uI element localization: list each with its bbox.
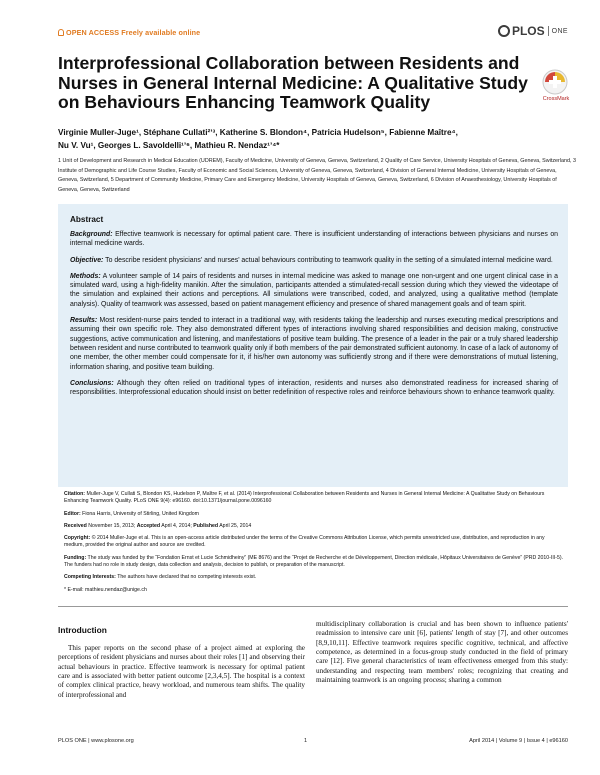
meta-text: © 2014 Muller-Juge et al. This is an open-access article distributed under the terms of the Creative Commons Attribution License, which permits unrestricted use, distribution, and reproduction in any medium, provided the original author and source are credited. bbox=[64, 535, 545, 549]
plos-one-logo bbox=[498, 24, 568, 38]
crossmark-label: CrossMark bbox=[542, 96, 570, 102]
abstract-results bbox=[70, 316, 558, 372]
abstract-text: Most resident-nurse pairs tended to interact in a traditional way, with residents taking the leadership and nurses executing medical prescriptions and assuming their own specific role. They also demonstrated different types of interactions involving shared responsibilities and decision making, constructive suggestions, active communication and listening, and manifestations of positive team building. The presence of a leader in the pair or a truly shared leadership between resident and nurse contributed to teamwork quality only if both members of the pair demonstrated sufficient autonomy. In case of a lack of autonomy of one member, the other member could compensate for it, if his/her own autonomy was sufficiently strong and if there were demonstrations of mutual listening, information sharing, and positive team building. bbox=[70, 317, 558, 371]
abstract-text: Effective teamwork is necessary for optimal patient care. There is insufficient understanding of interactions between physicians and nurses on internal medicine wards. bbox=[70, 231, 558, 248]
meta-text: The study was funded by the “Fondation Ernst et Lucie Schmidheiny” (ME 8676) and the “Projet de Recherche et de Développement, Direction médicale, Hôpitaux Universitaires de Genève” (PRD 2010-III-5). The funders had no role in study design, data collection and analysis, decision to publish, or preparation of the manuscript. bbox=[64, 554, 564, 569]
open-access-banner bbox=[58, 28, 200, 37]
meta-label: Competing Interests: bbox=[64, 574, 116, 581]
crossmark-icon bbox=[540, 68, 570, 96]
abstract-background bbox=[70, 230, 558, 249]
abstract-text: A volunteer sample of 14 pairs of residents and nurses in internal medicine was asked to manage one non-urgent and one urgent clinical case in a simulated ward, using a high-fidelity manikin. After the simulation, participants attended a stimulated-recall session during which they viewed the videotape of the simulation and explained their actions and perceptions. All simulations were transcribed, coded, and analyzed, using a qualitative method (template analysis). Quality of teamwork was assessed, based on patient management efficiency and presence of shared management goals and of team spirit. bbox=[70, 272, 558, 308]
meta-label: Editor: bbox=[64, 510, 81, 517]
open-access-text: OPEN ACCESS Freely available online bbox=[66, 28, 201, 37]
abstract-objective bbox=[70, 256, 558, 265]
author-list bbox=[58, 127, 578, 152]
plos-circle-icon bbox=[498, 25, 510, 37]
editor bbox=[64, 511, 564, 518]
abstract-heading: Abstract bbox=[70, 215, 104, 224]
plos-logo-text: PLOS bbox=[511, 24, 545, 38]
meta-text: The authors have declared that no competing interests exist. bbox=[117, 574, 257, 581]
body-paragraph: multidisciplinary collaboration is crucial and has been shown to influence patients' readmission to intensive care unit [6], patients' length of stay [7], and other outcomes [8,9,10,11]. Effective teamwork requires specific cognitive, technical, and affective competence, as determined in a focus-group study conducted in the field of primary care [12]. Five general characteristics of team effectiveness emerged from this study: understanding and respecting team members' roles; recognizing that creating and maintaining teamwork is an ongoing process; sharing a common bbox=[316, 620, 568, 685]
body-paragraph: This paper reports on the second phase of a project aimed at exploring the perceptions of resident physicians and nurses about their roles [1] and observing their actual behaviours in practice. Effective teamwork is necessary for optimal patient care and is associated with better patient outcome [2,3,4,5]. The hospital is a context of complex clinical practice, heavy workload, and numerous team shifts. The quality of interprofessional and bbox=[58, 644, 305, 699]
meta-label: Accepted bbox=[136, 522, 161, 529]
abstract-methods bbox=[70, 272, 558, 309]
competing-interests bbox=[64, 574, 564, 581]
page-number: 1 bbox=[304, 738, 308, 744]
article-title: Interprofessional Collaboration between Residents and Nurses in General Internal Medicine: A Qualitative Study on Behaviours Enhancing Teamwork Quality bbox=[58, 53, 528, 112]
journal-header bbox=[58, 24, 568, 52]
meta-text: Muller-Juge V, Cullati S, Blondon KS, Hudelson P, Maître F, et al. (2014) Interprofessional Collaboration between Residents and Nurses in General Internal Medicine: A Qualitative Study on Behaviours Enhancing Teamwork Quality. PLoS ONE 9(4): e96160. doi:10.1371/journal.pone.0096160 bbox=[64, 491, 545, 505]
abstract-text: Although they often relied on traditional types of interaction, residents and nurses also demonstrated readiness for increased sharing of responsibilities. Interprofessional education should insist on better redefinition of respective roles and reinforce behaviours shown to enhance teamwork quality. bbox=[70, 379, 558, 397]
citation bbox=[64, 491, 564, 506]
abstract-label: Objective: bbox=[70, 256, 104, 264]
meta-text: Fiona Harris, University of Stirling, United Kingdom bbox=[82, 510, 199, 517]
abstract-text: To describe resident physicians' and nurses' actual behaviours contributing to teamwork quality in the setting of a simulated internal medicine ward. bbox=[105, 256, 553, 264]
body-column-left bbox=[58, 644, 305, 700]
affiliations: 1 Unit of Development and Research in Medical Education (UDREM), Faculty of Medicine, University of Geneva, Geneva, Switzerland, 2 Quality of Care Service, University Hospitals of Geneva, Geneva, Switzerland, 3 Institute of Demographic and Life Course Studies, Faculty of Economic and Social Sciences, University of Geneva, Geneva, Switzerland, 4 Division of General Internal Medicine, University Hospitals of Geneva, Geneva, Switzerland, 5 Department of Community Medicine, Primary Care and Emergency Medicine, University Hospitals of Geneva, Geneva, Switzerland, 6 Division of Anaesthesiology, University Hospitals of Geneva, Geneva, Switzerland bbox=[58, 158, 577, 193]
abstract-label: Methods: bbox=[70, 272, 101, 280]
meta-label: Funding: bbox=[64, 554, 87, 561]
dates bbox=[64, 523, 564, 530]
copyright bbox=[64, 535, 564, 550]
section-divider bbox=[58, 606, 568, 607]
meta-label: Published bbox=[193, 522, 219, 529]
meta-text: April 25, 2014 bbox=[219, 522, 252, 529]
meta-label: Citation: bbox=[64, 491, 86, 497]
corresponding-email[interactable]: * E-mail: mathieu.nendaz@unige.ch bbox=[64, 586, 147, 593]
footer-issue: April 2014 | Volume 9 | Issue 4 | e96160 bbox=[469, 738, 568, 744]
body-column-right bbox=[316, 620, 568, 685]
authors-line: Virginie Muller-Juge¹, Stéphane Cullati²ʼ³, Katherine S. Blondon⁴, Patricia Hudelson⁵, Fabienne Maître⁴, bbox=[58, 128, 458, 137]
abstract-label: Conclusions: bbox=[70, 379, 114, 387]
page-footer bbox=[58, 738, 568, 748]
meta-label: Received bbox=[64, 522, 87, 529]
abstract-conclusions bbox=[70, 379, 558, 398]
footer-journal: PLOS ONE | www.plosone.org bbox=[58, 738, 134, 744]
abstract-label: Background: bbox=[70, 231, 113, 238]
open-access-lock-icon bbox=[58, 29, 64, 36]
logo-divider bbox=[548, 26, 549, 36]
abstract-label: Results: bbox=[70, 317, 98, 325]
meta-text: April 4, 2014; bbox=[161, 522, 192, 529]
one-logo-text: ONE bbox=[551, 27, 568, 35]
introduction-heading: Introduction bbox=[58, 625, 107, 635]
meta-text: November 15, 2013; bbox=[88, 522, 136, 529]
article-metadata bbox=[64, 491, 564, 599]
meta-label: Copyright: bbox=[64, 535, 91, 542]
authors-line: Nu V. Vu¹, Georges L. Savoldelli¹ʼ⁶, Mathieu R. Nendaz¹ʼ⁴* bbox=[58, 140, 280, 150]
crossmark-badge[interactable] bbox=[540, 68, 570, 112]
abstract-box bbox=[58, 204, 568, 487]
funding bbox=[64, 555, 564, 570]
